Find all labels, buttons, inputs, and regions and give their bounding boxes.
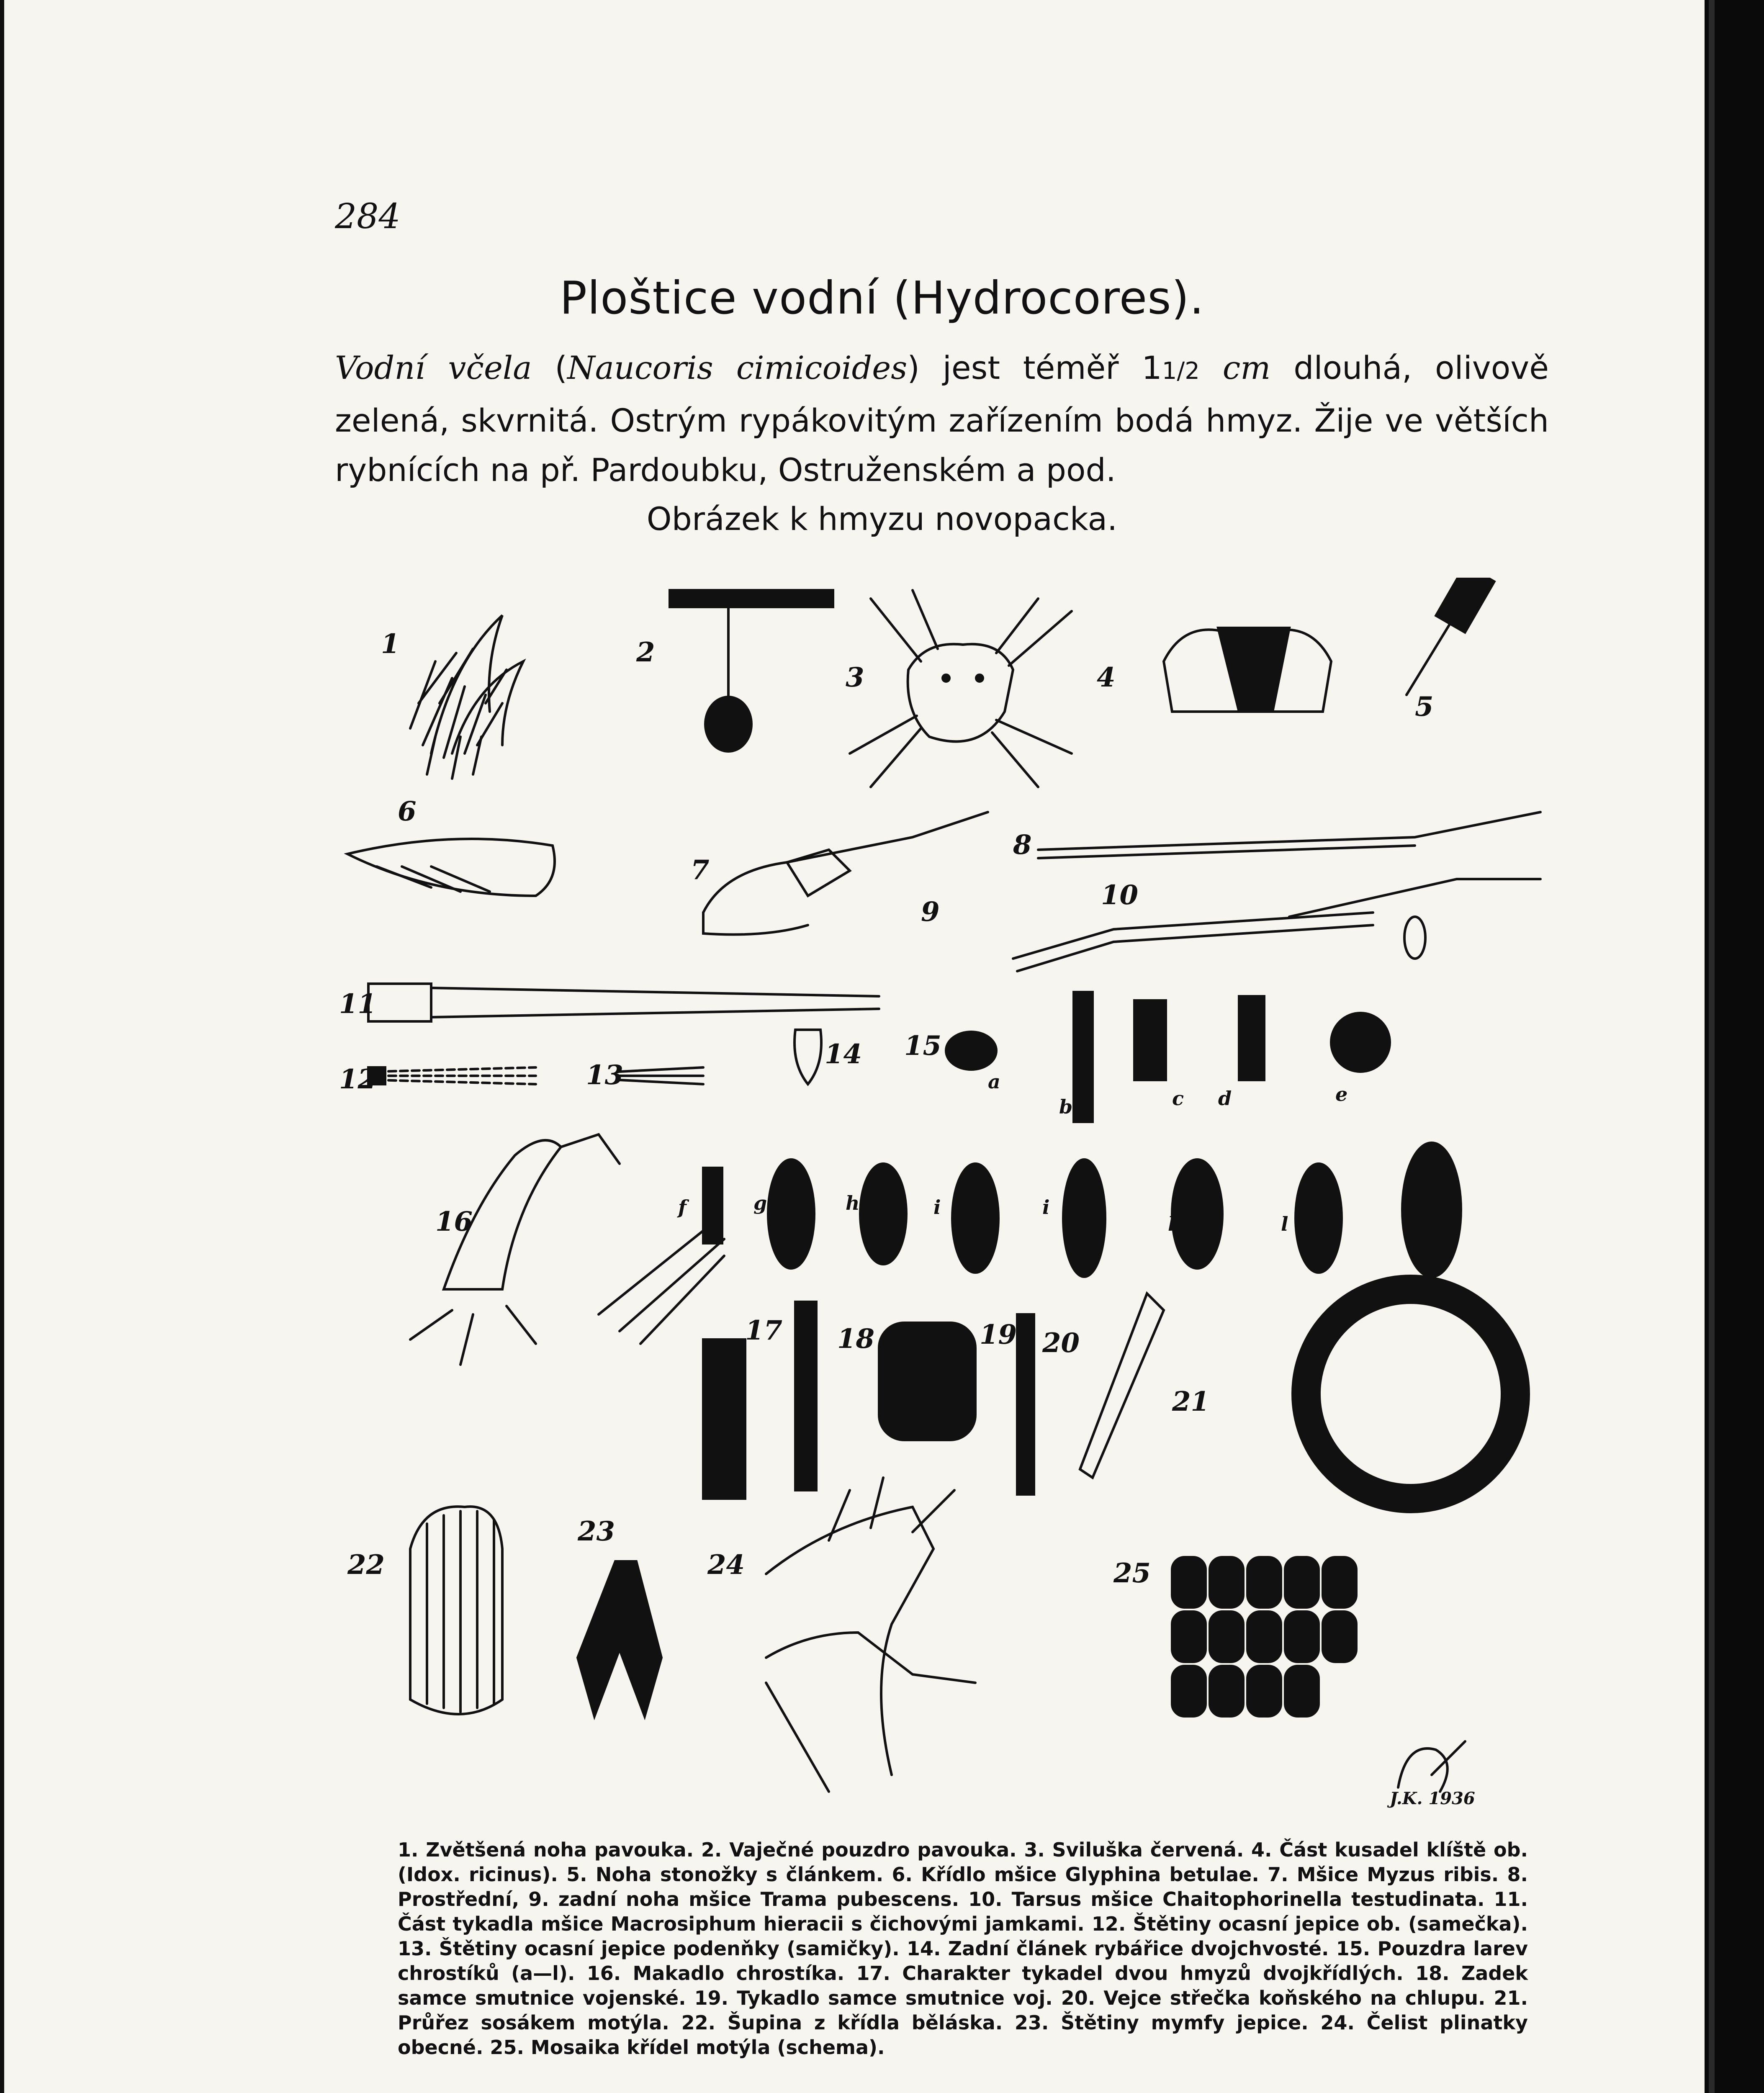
page-number: 284 [335, 197, 401, 237]
case-label-g: g [753, 1192, 767, 1214]
figure-10-tarsus [1289, 879, 1540, 959]
case-label-i2: i [1042, 1196, 1050, 1219]
intro-unit: cm [1222, 349, 1271, 386]
intro-part4: ) jest téměř 1 [907, 349, 1162, 386]
figure-label-14: 14 [825, 1039, 862, 1070]
case-label-h: h [846, 1192, 860, 1214]
figure-label-12: 12 [339, 1064, 377, 1095]
figure-label-18: 18 [837, 1323, 875, 1355]
figure-1-spider-leg [410, 615, 523, 779]
figure-22-scale [410, 1507, 502, 1714]
figure-12-13-bristles [368, 1067, 703, 1084]
figure-label-6: 6 [398, 796, 417, 827]
figure-4-tick-mouthparts [1164, 628, 1331, 712]
figure-caption: 1. Zvětšená noha pavouka. 2. Vaječné pouzdro pavouka. 3. Sviluška červená. 4. Část kusadel klíště ob. (Idox. ricinus). 5. Noha stonožky s článkem. 6. Křídlo mšice Glyphina betulae. 7. Mšice Myzus ribis. 8. Prostřední, 9. zadní noha mšice Trama pubescens. 10. Tarsus mšice Chaitophorinella testudinata. 11. Část tykadla mšice Macrosiphum hieracii s čichovými jamkami. 12. Štětiny ocasní jepice ob. (samečka). 13. Štětiny ocasní jepice podenňky (samičky). 14. Zadní článek rybářice dvojchvosté. 15. Pouzdra larev chrostíků (a—l). 16. Makadlo chrostíka. 17. Charakter tykadel dvou hmyzů dvojkřídlých. 18. Zadek samce smutnice vojenské. 19. Tykadlo samce smutnice voj. 20. Vejce střečka koňského na chlupu. 21. Průřez sosákem motýla. 22. Šupina z křídla běláska. 23. Štětiny mymfy jepice. 24. Čelist plinatky obecné. 25. Mosaika křídel motýla (schema). [398, 1838, 1528, 2059]
figure-label-19: 19 [980, 1319, 1017, 1350]
figure-label-7: 7 [691, 854, 710, 886]
intro-part7: dlouhá, olivově zelená, skvrnitá. Ostrým rypákovitým zařízením bodá hmyz. Žije ve větších rybnících na př. Pardoubku, Ostruženském a pod. [335, 349, 1549, 489]
figure-label-16: 16 [435, 1206, 473, 1237]
figure-3-mite [850, 590, 1072, 787]
figure-14-segment [795, 1030, 821, 1084]
figure-label-23: 23 [578, 1516, 615, 1547]
case-label-d: d [1218, 1087, 1232, 1110]
figure-2-egg-sac [670, 590, 833, 751]
page-title: Ploštice vodní (Hydrocores). [560, 272, 1204, 324]
case-label-f: f [678, 1196, 687, 1219]
figure-25-wing-mosaic [1172, 1557, 1356, 1716]
figure-label-3: 3 [846, 662, 864, 693]
figure-15-cases-row1 [946, 992, 1390, 1122]
figure-label-8: 8 [1013, 829, 1032, 861]
figure-7-aphid [703, 812, 988, 935]
figure-9-hind-leg [1013, 913, 1373, 971]
figure-label-21: 21 [1172, 1386, 1210, 1417]
case-label-e: e [1335, 1083, 1348, 1106]
figure-label-11: 11 [339, 988, 377, 1020]
intro-fraction: 1/2 [1162, 357, 1200, 385]
figure-5-centipede-leg [1407, 578, 1494, 695]
intro-paragraph [335, 343, 1549, 495]
figure-label-17: 17 [745, 1315, 783, 1346]
case-label-b: b [1059, 1095, 1073, 1118]
figure-23-nymph-bristles [578, 1561, 661, 1716]
figure-label-25: 25 [1113, 1558, 1151, 1589]
artist-signature-mark [1398, 1741, 1465, 1792]
intro-part2: ( [532, 349, 568, 386]
artist-signature-text: J.K. 1936 [1390, 1789, 1475, 1808]
figure-label-5: 5 [1415, 691, 1434, 723]
figure-label-2: 2 [636, 637, 655, 668]
illustration-plate [327, 578, 1582, 1825]
figure-label-20: 20 [1042, 1327, 1080, 1359]
intro-part5 [1200, 349, 1223, 386]
figure-11-antenna [368, 984, 879, 1021]
figure-19-antenna [1017, 1314, 1034, 1494]
figure-18-abdomen [879, 1323, 975, 1440]
figure-8-middle-leg [1038, 812, 1540, 858]
case-label-k: k [1168, 1213, 1181, 1235]
figure-label-1: 1 [381, 628, 400, 660]
case-label-l: l [1281, 1213, 1288, 1235]
figure-24-jaw [766, 1478, 975, 1792]
figure-subheading: Obrázek k hmyzu novopacka. [646, 500, 1118, 537]
figure-label-10: 10 [1101, 879, 1139, 911]
intro-part3: Naucoris cimicoides [567, 349, 908, 386]
case-label-i1: i [933, 1196, 941, 1219]
figure-16-palp [410, 1134, 620, 1365]
figure-20-egg [1080, 1293, 1164, 1478]
figure-label-15: 15 [904, 1030, 942, 1062]
figure-label-24: 24 [707, 1549, 745, 1581]
figure-21-proboscis-section [1306, 1289, 1515, 1499]
figure-label-22: 22 [347, 1549, 385, 1581]
case-label-a: a [988, 1070, 1000, 1093]
figure-6-aphid-wing [347, 839, 555, 896]
figure-label-9: 9 [921, 896, 940, 928]
figure-17-antennae [599, 1231, 816, 1499]
figure-label-4: 4 [1097, 662, 1116, 693]
case-label-c: c [1172, 1087, 1184, 1110]
intro-part1: Vodní včela [335, 349, 532, 386]
figure-15-cases-row2 [703, 1143, 1461, 1277]
figure-label-13: 13 [586, 1059, 624, 1091]
